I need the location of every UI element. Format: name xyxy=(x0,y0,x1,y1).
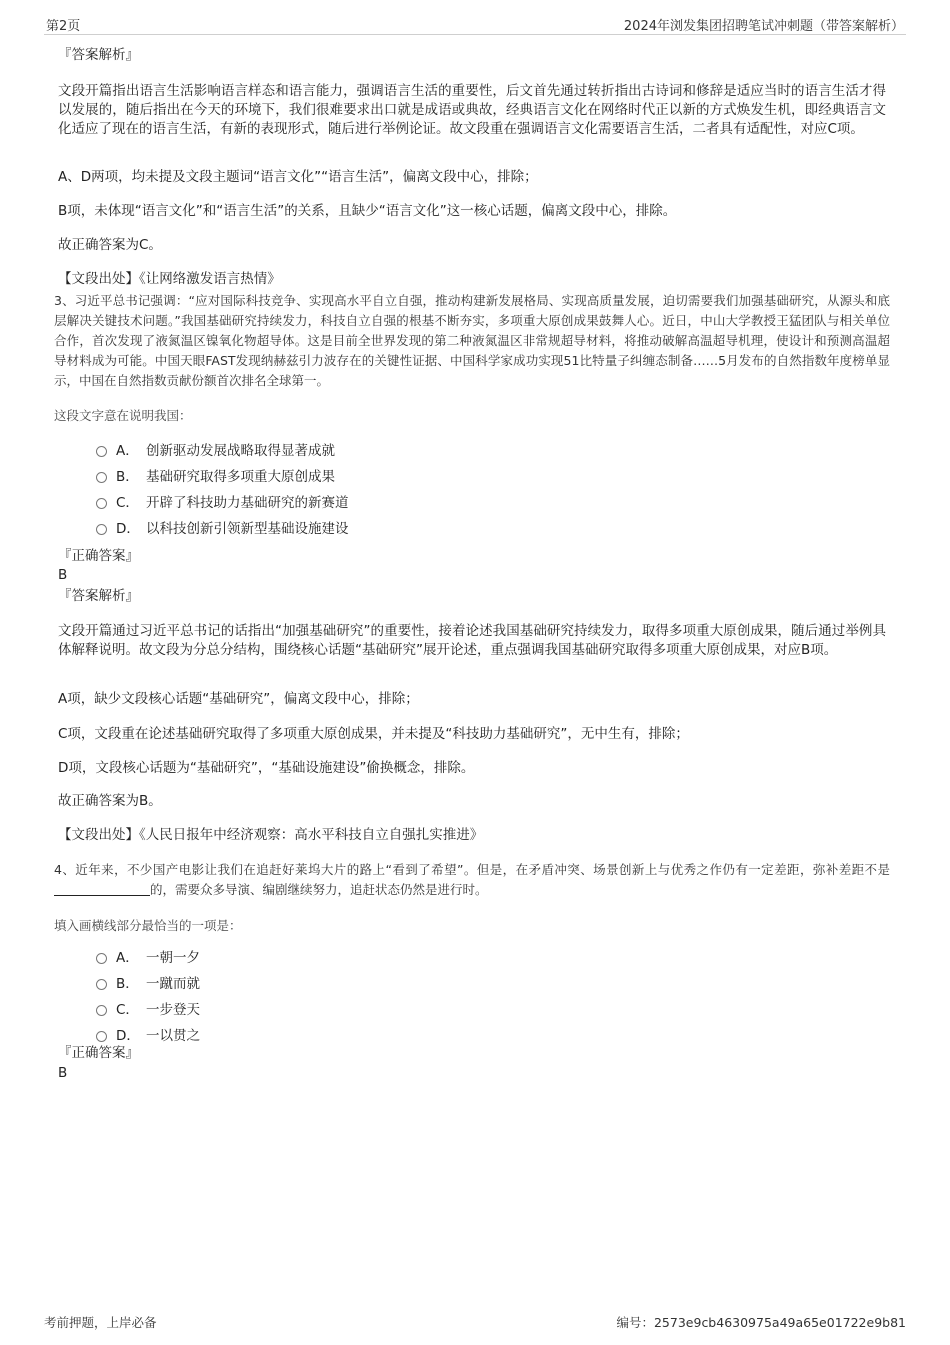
option-text: 一朝一夕 xyxy=(146,950,200,966)
option-letter: B． xyxy=(116,976,139,992)
option-text: 创新驱动发展战略取得显著成就 xyxy=(146,443,335,459)
option-letter: C． xyxy=(116,495,139,511)
fill-in-blank xyxy=(54,883,150,896)
radio-button-icon[interactable] xyxy=(96,1005,107,1016)
radio-button-icon[interactable] xyxy=(96,498,107,509)
analysis-label: 『答案解析』 xyxy=(58,47,139,63)
option-d[interactable] xyxy=(96,1026,200,1046)
analysis-paragraph: B项，未体现“语言文化”和“语言生活”的关系，且缺少“语言文化”这一核心话题，偏离文段中心，排除。 xyxy=(58,203,677,219)
source-citation: 【文段出处】《让网络激发语言热情》 xyxy=(58,271,281,287)
option-letter: D． xyxy=(116,521,140,537)
correct-answer: B xyxy=(58,1065,68,1081)
option-letter: A． xyxy=(116,443,139,459)
question-stem xyxy=(54,860,890,900)
radio-button-icon[interactable] xyxy=(96,472,107,483)
answer-label: 『正确答案』 xyxy=(58,548,139,564)
page-header xyxy=(44,14,906,35)
option-letter: B． xyxy=(116,469,139,485)
option-b[interactable] xyxy=(96,974,200,994)
option-c[interactable] xyxy=(96,493,349,513)
analysis-conclusion: 故正确答案为B。 xyxy=(58,793,162,809)
analysis-paragraph: D项，文段核心话题为“基础研究”，“基础设施建设”偷换概念，排除。 xyxy=(58,760,475,776)
correct-answer: B xyxy=(58,567,68,583)
analysis-conclusion: 故正确答案为C。 xyxy=(58,237,162,253)
analysis-label: 『答案解析』 xyxy=(58,588,139,604)
page-number: 第2页 xyxy=(46,19,81,34)
option-d[interactable] xyxy=(96,519,349,539)
option-text: 一蹴而就 xyxy=(146,976,200,992)
document-code-value: 2573e9cb4630975a49a65e01722e9b81 xyxy=(653,1315,906,1330)
option-letter: A． xyxy=(116,950,139,966)
answer-label: 『正确答案』 xyxy=(58,1045,139,1061)
question-prompt: 这段文字意在说明我国： xyxy=(54,408,192,423)
analysis-paragraph: C项，文段重在论述基础研究取得了多项重大原创成果，并未提及“科技助力基础研究”，无中生有，排除； xyxy=(58,726,689,742)
footer-slogan: 考前押题，上岸必备 xyxy=(44,1315,157,1330)
radio-button-icon[interactable] xyxy=(96,524,107,535)
radio-button-icon[interactable] xyxy=(96,1031,107,1042)
radio-button-icon[interactable] xyxy=(96,446,107,457)
option-letter: D． xyxy=(116,1028,140,1044)
option-text: 一以贯之 xyxy=(146,1028,200,1044)
option-b[interactable] xyxy=(96,467,335,487)
document-code-label: 编号： xyxy=(616,1315,654,1330)
option-c[interactable] xyxy=(96,1000,200,1020)
question-stem: 3、习近平总书记强调：“应对国际科技竞争、实现高水平自立自强，推动构建新发展格局、实现高质量发展，迫切需要我们加强基础研究，从源头和底层解决关键技术问题。”我国基础研究持续发力，科技自立自强的根基不断夯实，多项重大原创成果鼓舞人心。近日，中山大学教授王猛团队与相关单位合作，首次发现了液氮温区镍氧化物超导体。这是目前全世界发现的第二种液氮温区非常规超导材料，将推动破解高温超导机理，使设计和预测高温超导材料成为可能。中国天眼FAST发现纳赫兹引力波存在的关键性证据、中国科学家成功实现51比特量子纠缠态制备……5月发布的自然指数年度榜单显示，中国在自然指数贡献份额首次排名全球第一。 xyxy=(54,293,890,388)
option-text: 以科技创新引领新型基础设施建设 xyxy=(146,521,349,537)
option-text: 开辟了科技助力基础研究的新赛道 xyxy=(146,495,349,511)
document-title: 2024年浏发集团招聘笔试冲刺题（带答案解析） xyxy=(623,19,904,34)
analysis-paragraph: 文段开篇通过习近平总书记的话指出“加强基础研究”的重要性，接着论述我国基础研究持续发力，取得多项重大原创成果，随后通过举例具体解释说明。故文段为分总分结构，围绕核心话题“基础研究”展开论述，重点强调我国基础研究取得多项重大原创成果，对应B项。 xyxy=(58,623,886,658)
option-text: 一步登天 xyxy=(146,1002,200,1018)
document-code xyxy=(616,1313,906,1331)
option-a[interactable] xyxy=(96,441,335,461)
option-letter: C． xyxy=(116,1002,139,1018)
source-citation: 【文段出处】《人民日报年中经济观察：高水平科技自立自强扎实推进》 xyxy=(58,827,484,843)
question-stem-part1: 4、近年来，不少国产电影让我们在追赶好莱坞大片的路上“看到了希望”。但是，在矛盾冲突、场景创新上与优秀之作仍有一定差距，弥补差距不是 xyxy=(54,862,890,877)
radio-button-icon[interactable] xyxy=(96,979,107,990)
radio-button-icon[interactable] xyxy=(96,953,107,964)
question-stem-part2: 的，需要众多导演、编剧继续努力，追赶状态仍然是进行时。 xyxy=(150,882,488,897)
question-prompt: 填入画横线部分最恰当的一项是： xyxy=(54,918,242,933)
option-a[interactable] xyxy=(96,948,200,968)
analysis-paragraph: A项，缺少文段核心话题“基础研究”，偏离文段中心，排除； xyxy=(58,691,419,707)
option-text: 基础研究取得多项重大原创成果 xyxy=(146,469,335,485)
analysis-paragraph: A、D两项，均未提及文段主题词“语言文化”“语言生活”，偏离文段中心，排除； xyxy=(58,169,538,185)
analysis-paragraph: 文段开篇指出语言生活影响语言样态和语言能力，强调语言生活的重要性，后文首先通过转折指出古诗词和修辞是适应当时的语言生活才得以发展的，随后指出在今天的环境下，我们很难要求出口就是成语或典故，经典语言文化在网络时代正以新的方式焕发生机，即经典语言文化适应了现在的语言生活，有新的表现形式，随后进行举例论证。故文段重在强调语言文化需要语言生活，二者具有适配性，对应C项。 xyxy=(58,83,886,137)
